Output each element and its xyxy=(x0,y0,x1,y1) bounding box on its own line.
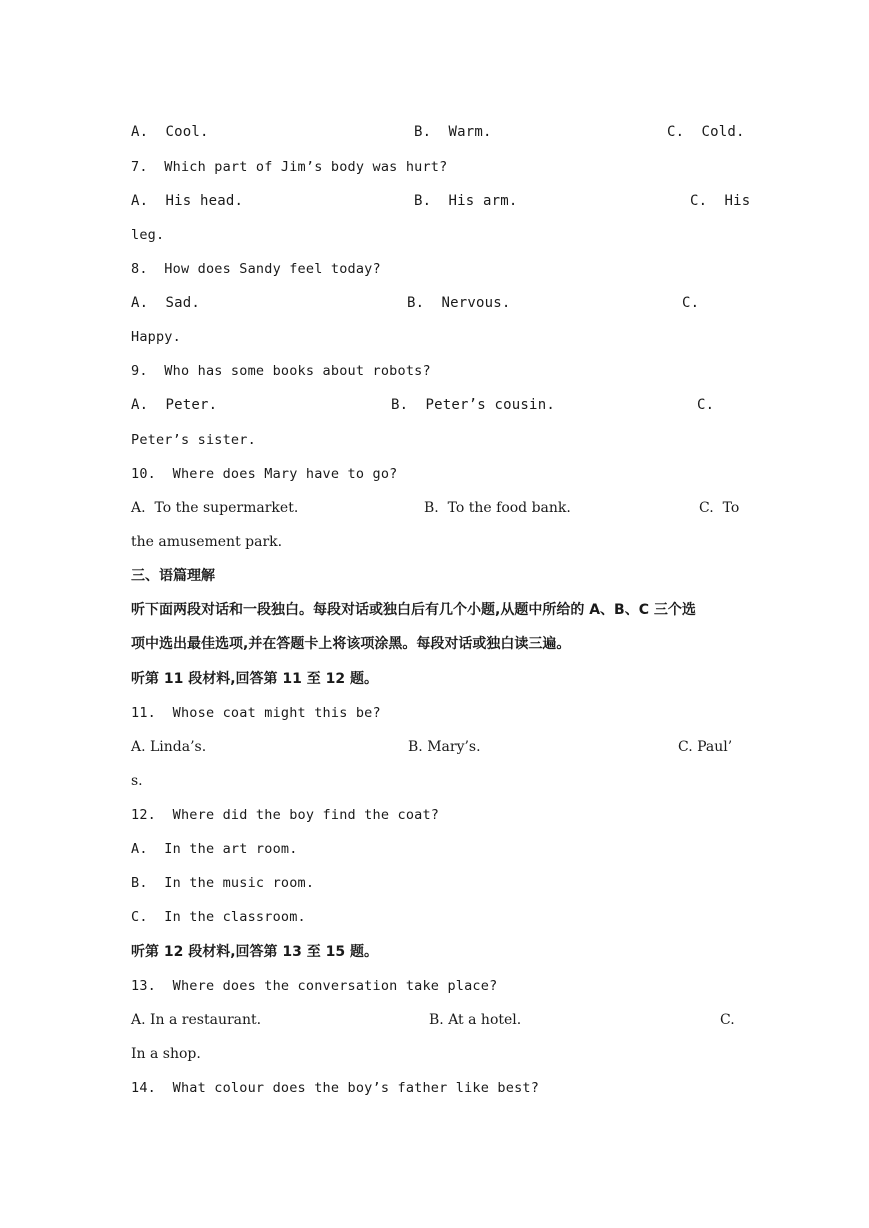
q14-stem: 14. What colour does the boy’s father like best? xyxy=(131,1080,540,1096)
q11-stem: 11. Whose coat might this be? xyxy=(131,705,381,721)
q9-stem: 9. Who has some books about robots? xyxy=(131,363,431,379)
material-11-heading: 听第 11 段材料,回答第 11 至 12 题。 xyxy=(131,671,379,687)
section-instructions-line-2: 项中选出最佳选项,并在答题卡上将该项涂黑。每段对话或独白读三遍。 xyxy=(131,636,571,652)
q8-option-b: B. Nervous. xyxy=(407,295,511,311)
q9-option-c-continued: Peter’s sister. xyxy=(131,432,256,448)
q9-option-c: C. xyxy=(697,397,715,413)
q8-option-c: C. xyxy=(682,295,700,311)
section-instructions-line-1: 听下面两段对话和一段独白。每段对话或独白后有几个小题,从题中所给的 A、B、C 三个选 xyxy=(131,602,696,618)
q6-option-b: B. Warm. xyxy=(414,124,492,140)
q11-option-b: B. Mary’s. xyxy=(408,739,481,755)
q10-option-c-continued: the amusement park. xyxy=(131,534,283,550)
q13-option-c-continued: In a shop. xyxy=(131,1046,201,1062)
q10-stem: 10. Where does Mary have to go? xyxy=(131,466,398,482)
q10-option-c: C. To xyxy=(699,500,740,516)
q9-option-b: B. Peter’s cousin. xyxy=(391,397,555,413)
q8-stem: 8. How does Sandy feel today? xyxy=(131,261,381,277)
q8-option-c-continued: Happy. xyxy=(131,329,181,345)
q13-option-c: C. xyxy=(720,1012,735,1028)
q8-option-a: A. Sad. xyxy=(131,295,201,311)
q12-option-b: B. In the music room. xyxy=(131,875,315,891)
q6-option-c: C. Cold. xyxy=(667,124,745,140)
q11-option-c: C. Paul’ xyxy=(678,739,733,755)
q6-option-a: A. Cool. xyxy=(131,124,209,140)
q7-stem: 7. Which part of Jim’s body was hurt? xyxy=(131,159,448,175)
q12-option-c: C. In the classroom. xyxy=(131,909,306,925)
section-heading: 三、语篇理解 xyxy=(131,568,215,584)
q9-option-a: A. Peter. xyxy=(131,397,218,413)
q7-option-a: A. His head. xyxy=(131,193,244,209)
q13-option-b: B. At a hotel. xyxy=(429,1012,522,1028)
q12-stem: 12. Where did the boy find the coat? xyxy=(131,807,440,823)
material-12-heading: 听第 12 段材料,回答第 13 至 15 题。 xyxy=(131,944,379,960)
q7-option-b: B. His arm. xyxy=(414,193,518,209)
q10-option-b: B. To the food bank. xyxy=(424,500,571,516)
q13-option-a: A. In a restaurant. xyxy=(131,1012,262,1028)
q13-stem: 13. Where does the conversation take place? xyxy=(131,978,498,994)
q11-option-c-continued: s. xyxy=(131,773,143,789)
q10-option-a: A. To the supermarket. xyxy=(131,500,299,516)
q11-option-a: A. Linda’s. xyxy=(131,739,207,755)
q7-option-c: C. His xyxy=(690,193,751,209)
q7-option-c-continued: leg. xyxy=(131,227,165,243)
q12-option-a: A. In the art room. xyxy=(131,841,298,857)
